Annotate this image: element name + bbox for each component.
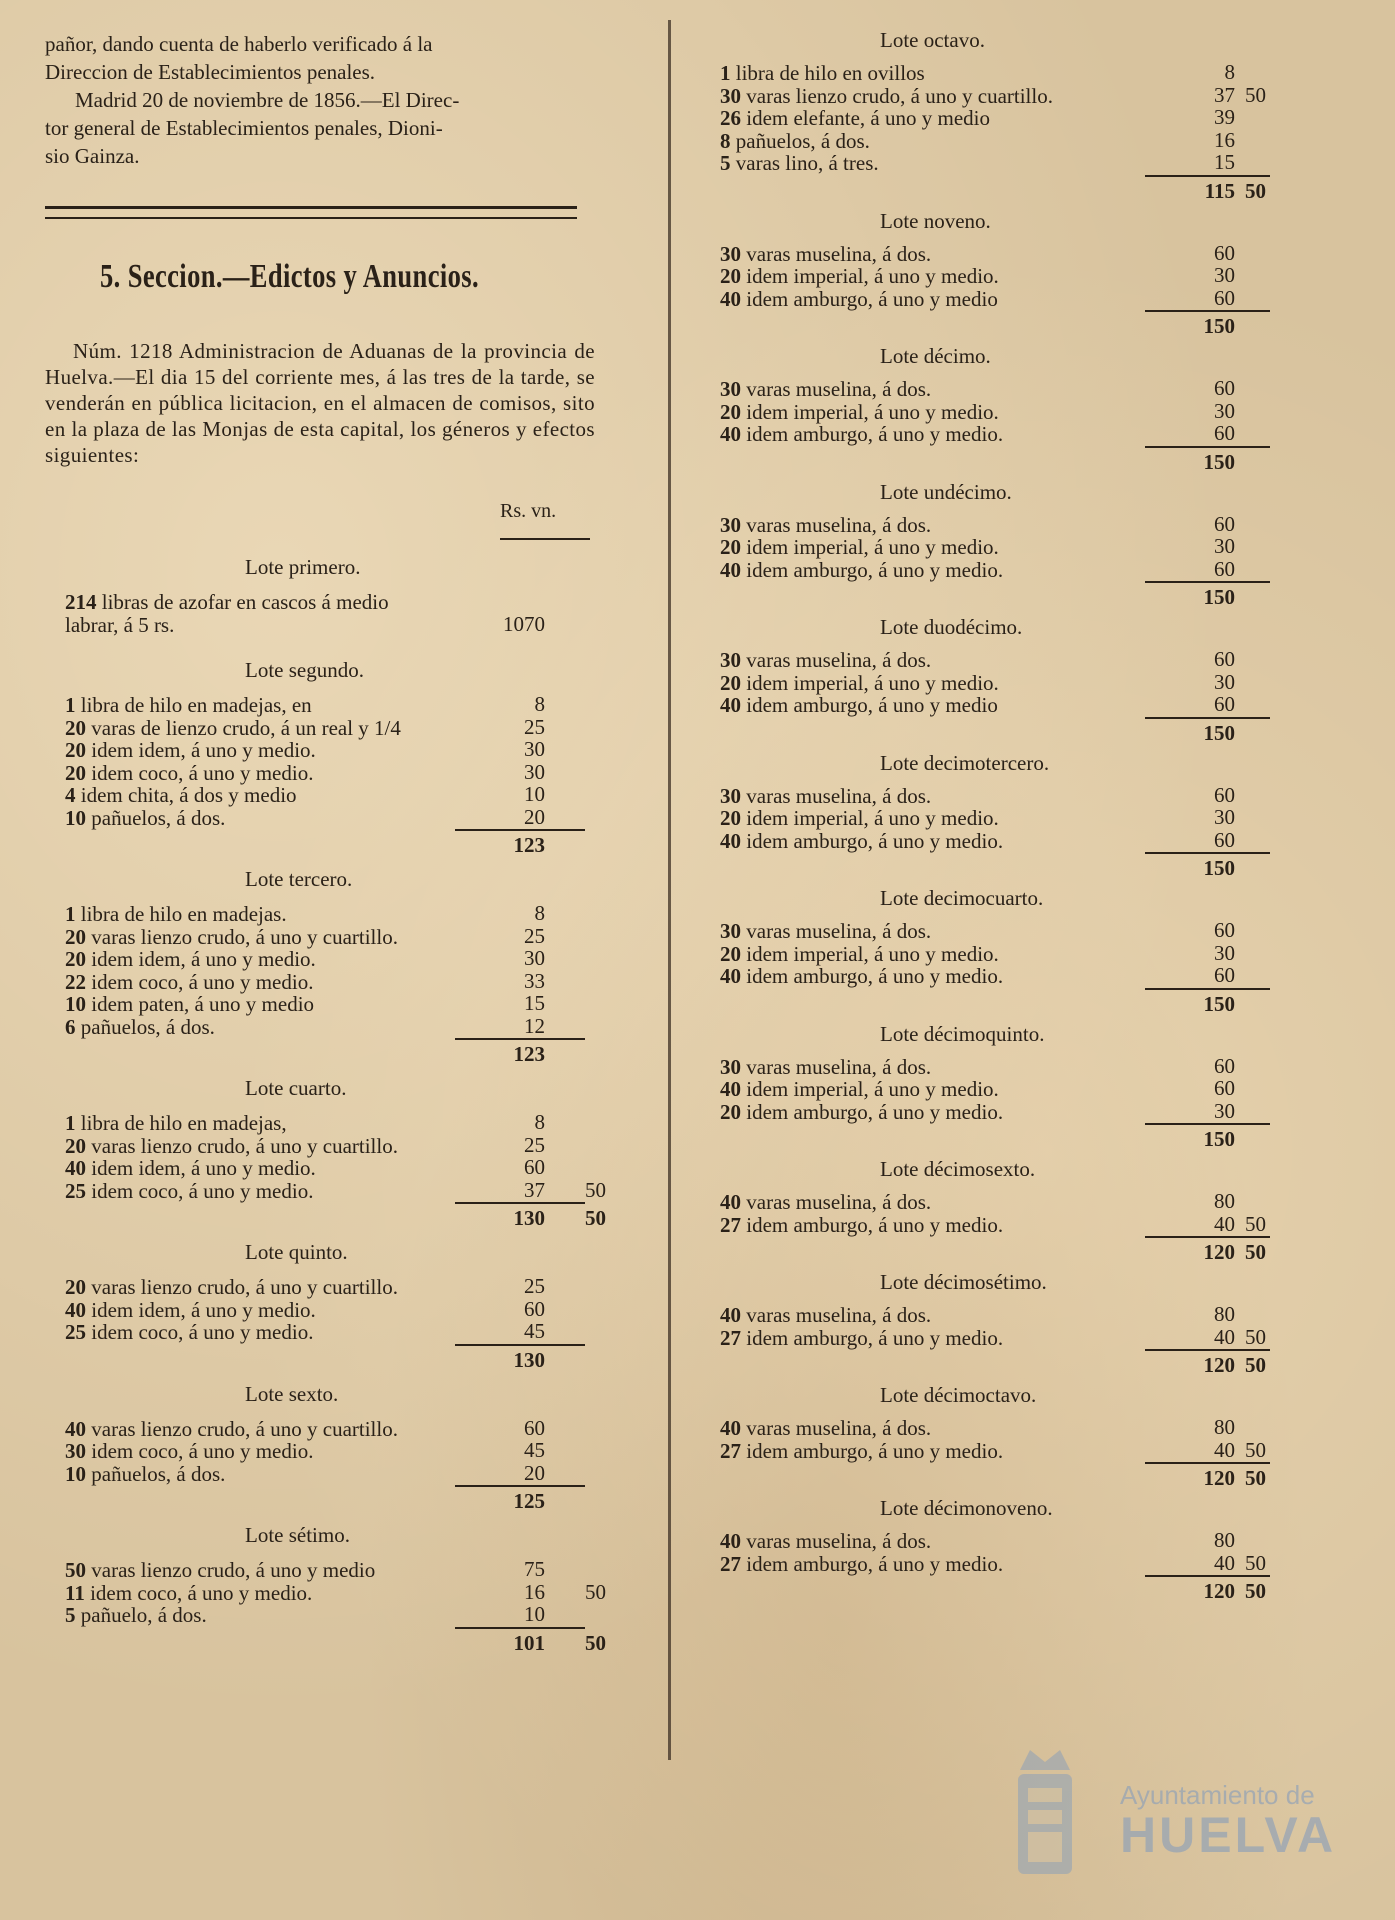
item-quantity: 20 <box>720 399 741 424</box>
item-quantity: 5 <box>720 151 731 175</box>
item-quantity: 1 <box>65 693 76 717</box>
lot-item <box>720 286 998 312</box>
item-amount: 8 <box>534 1110 545 1134</box>
item-quantity: 20 <box>720 1099 741 1124</box>
edict-text: Núm. 1218 Administracion de Aduanas de la provincia de Huelva.—El dia 15 del corriente mes, á las tres de la tarde, se venderán en pública licitacion, en el almacen de comisos, sito en la plaza de las Monjas de esta capital, los géneros y efectos siguientes: <box>45 339 595 467</box>
item-description: varas muselina, á dos. <box>746 1416 932 1440</box>
item-amount: 60 <box>1214 963 1235 987</box>
item-description: libra de hilo en ovillos <box>735 61 925 85</box>
crown-seal-icon <box>1010 1740 1080 1880</box>
lot-title: Lote décimoctavo. <box>880 1383 1037 1407</box>
item-description: idem chita, á dos y medio <box>80 783 297 807</box>
item-quantity: 26 <box>720 106 741 130</box>
item-quantity: 30 <box>720 241 741 266</box>
item-amount: 60 <box>1214 1053 1235 1078</box>
item-description: idem imperial, á uno y medio. <box>746 670 999 695</box>
item-quantity: 20 <box>65 760 86 785</box>
lot-total: 150 <box>1203 314 1235 338</box>
item-quantity: 10 <box>65 805 86 830</box>
item-amount: 40 <box>1214 1324 1235 1349</box>
item-description: idem imperial, á uno y medio. <box>746 941 999 966</box>
item-description: pañuelo, á dos. <box>80 1603 207 1627</box>
item-quantity: 40 <box>65 1156 86 1180</box>
item-quantity: 40 <box>720 1416 741 1440</box>
item-amount: 75 <box>524 1557 545 1581</box>
item-amount: 25 <box>524 1274 545 1298</box>
item-amount: 37 <box>524 1177 545 1202</box>
item-amount: 60 <box>1214 556 1235 581</box>
item-amount: 25 <box>524 714 545 739</box>
item-description: idem coco, á uno y medio. <box>91 1320 314 1344</box>
sum-line <box>1145 852 1270 854</box>
lot-title: Lote segundo. <box>245 658 364 682</box>
item-quantity: 40 <box>65 1297 86 1322</box>
lot-title: Lote décimosexto. <box>880 1157 1036 1181</box>
item-description: varas muselina, á dos. <box>746 1529 932 1553</box>
lot-total: 120 <box>1203 1240 1235 1264</box>
lot-total: 150 <box>1203 856 1235 880</box>
item-quantity: 50 <box>65 1558 86 1582</box>
item-amount: 30 <box>524 946 545 970</box>
lot-total-cents: 50 <box>1245 1240 1266 1264</box>
item-amount: 60 <box>1214 692 1235 716</box>
item-amount: 10 <box>524 1602 545 1626</box>
item-cents: 50 <box>1245 1437 1266 1462</box>
item-description: idem coco, á uno y medio. <box>91 760 314 785</box>
item-quantity: 8 <box>720 128 731 153</box>
item-description: idem coco, á uno y medio. <box>90 1580 313 1605</box>
sum-line <box>1145 1349 1270 1351</box>
lot-total: 123 <box>513 833 545 857</box>
item-description: idem idem, á uno y medio. <box>91 1156 316 1180</box>
sum-line <box>455 1627 585 1629</box>
item-quantity: 27 <box>720 1325 741 1350</box>
lot-item <box>65 1602 207 1628</box>
item-description: varas de lienzo crudo, á un real y 1/4 <box>91 715 401 740</box>
item-description: varas muselina, á dos. <box>746 377 932 401</box>
lot-title: Lote undécimo. <box>880 479 1012 504</box>
header-line-4: tor general de Establecimientos penales, Dioni- <box>45 116 443 140</box>
sum-line <box>455 1485 585 1487</box>
sum-line <box>1145 1575 1270 1577</box>
header-line-5: sio Gainza. <box>45 144 140 168</box>
item-description: varas muselina, á dos. <box>746 1190 932 1214</box>
item-cents: 50 <box>1245 1550 1266 1575</box>
item-description: pañuelos, á dos. <box>91 1461 226 1486</box>
item-amount: 45 <box>524 1319 545 1343</box>
item-quantity: 30 <box>720 377 741 401</box>
section-title: 5. Seccion.—Edictos y Anuncios. <box>100 258 479 295</box>
item-description: libra de hilo en madejas, en <box>80 693 312 717</box>
item-quantity: 20 <box>65 1133 86 1158</box>
lot-title: Lote tercero. <box>245 867 353 891</box>
item-quantity: 20 <box>720 806 741 830</box>
item-quantity: 4 <box>65 783 76 807</box>
item-description: idem amburgo, á uno y medio. <box>746 964 1004 988</box>
item-amount: 60 <box>524 1155 545 1179</box>
item-description: pañuelos, á dos. <box>80 1014 215 1039</box>
sum-line <box>455 1038 585 1040</box>
item-description: idem amburgo, á uno y medio. <box>746 1212 1004 1237</box>
lot-item <box>720 1212 1003 1238</box>
lot-total-cents: 50 <box>1245 1353 1266 1377</box>
item-description: varas muselina, á dos. <box>746 1054 932 1079</box>
sum-line <box>1145 310 1270 312</box>
item-amount: 20 <box>524 1460 545 1485</box>
lot-item <box>65 1014 215 1040</box>
item-amount: 15 <box>1214 150 1235 174</box>
item-amount: 60 <box>1214 827 1235 852</box>
item-amount: 33 <box>524 968 545 993</box>
item-description: idem amburgo, á uno y medio. <box>746 422 1004 446</box>
sum-line <box>1145 446 1270 448</box>
item-description: idem amburgo, á uno y medio <box>746 286 998 311</box>
lot-total: 120 <box>1203 1353 1235 1377</box>
item-quantity: 40 <box>720 557 741 582</box>
item-description: varas muselina, á dos. <box>746 648 932 672</box>
lot-title: Lote décimosétimo. <box>880 1270 1047 1294</box>
item-description: idem coco, á uno y medio. <box>91 969 314 994</box>
item-cents: 50 <box>585 1579 606 1604</box>
item-description: varas lienzo crudo, á uno y medio <box>91 1558 376 1582</box>
item-amount: 80 <box>1214 1528 1235 1552</box>
watermark-line-2: HUELVA <box>1120 1807 1337 1863</box>
lot-title: Lote décimo. <box>880 344 991 368</box>
lot-total: 150 <box>1203 449 1235 474</box>
lot-item <box>720 1438 1003 1464</box>
item-quantity: 5 <box>65 1603 76 1627</box>
item-amount: 45 <box>524 1438 545 1462</box>
item-quantity: 40 <box>720 1077 741 1101</box>
item-amount: 37 <box>1214 82 1235 107</box>
item-amount: 1070 <box>503 611 545 636</box>
item-quantity: 40 <box>720 1529 741 1553</box>
item-description: idem amburgo, á uno y medio. <box>746 828 1004 853</box>
item-quantity: 40 <box>720 693 741 717</box>
item-description: labrar, á 5 rs. <box>65 612 175 637</box>
lot-total: 150 <box>1203 991 1235 1016</box>
item-quantity: 1 <box>65 1111 76 1135</box>
lot-total: 120 <box>1203 1466 1235 1490</box>
archive-watermark <box>1120 1780 1337 1863</box>
section-divider <box>45 206 577 219</box>
item-cents: 50 <box>1245 1324 1266 1349</box>
lot-title: Lote décimonoveno. <box>880 1496 1053 1520</box>
item-description: varas lienzo crudo, á uno y cuartillo. <box>91 1275 398 1299</box>
item-description: libra de hilo en madejas. <box>80 902 287 926</box>
lot-title: Lote sexto. <box>245 1381 339 1406</box>
item-amount: 80 <box>1214 1302 1235 1326</box>
item-description: idem imperial, á uno y medio. <box>746 806 999 830</box>
lot-item <box>65 1319 313 1345</box>
item-description: idem imperial, á uno y medio. <box>746 1077 999 1101</box>
header-line-2: Direccion de Establecimientos penales. <box>45 60 376 84</box>
item-description: idem coco, á uno y medio. <box>91 1439 314 1463</box>
item-quantity: 40 <box>720 964 741 988</box>
sum-line <box>455 1344 585 1346</box>
item-quantity: 22 <box>65 969 86 994</box>
lot-total-cents: 50 <box>1245 178 1266 203</box>
item-amount: 40 <box>1214 1550 1235 1575</box>
item-quantity: 20 <box>720 264 741 288</box>
item-amount: 60 <box>1214 285 1235 310</box>
item-amount: 30 <box>524 737 545 761</box>
item-description: varas muselina, á dos. <box>746 512 932 537</box>
item-amount: 39 <box>1214 105 1235 129</box>
item-description: idem idem, á uno y medio. <box>91 1297 316 1322</box>
lot-item <box>65 612 174 638</box>
lot-total: 123 <box>513 1042 545 1066</box>
item-amount: 16 <box>524 1579 545 1604</box>
item-amount: 30 <box>1214 940 1235 965</box>
sum-line <box>1145 988 1270 990</box>
item-description: idem imperial, á uno y medio. <box>746 399 999 424</box>
item-description: varas lienzo crudo, á uno y cuartillo. <box>91 924 398 949</box>
item-description: idem amburgo, á uno y medio. <box>746 1099 1004 1124</box>
item-amount: 60 <box>1214 240 1235 265</box>
item-description: idem coco, á uno y medio. <box>91 1178 314 1203</box>
lot-total: 150 <box>1203 720 1235 745</box>
lot-total: 150 <box>1203 585 1235 609</box>
lot-total: 130 <box>513 1206 545 1230</box>
lot-title: Lote décimoquinto. <box>880 1021 1045 1046</box>
lot-total-cents: 50 <box>1245 1466 1266 1490</box>
item-quantity: 27 <box>720 1551 741 1576</box>
item-amount: 8 <box>1224 60 1235 84</box>
item-amount: 60 <box>1214 918 1235 942</box>
item-amount: 15 <box>524 991 545 1015</box>
item-cents: 50 <box>1245 1211 1266 1236</box>
item-quantity: 20 <box>720 535 741 559</box>
item-quantity: 30 <box>720 783 741 808</box>
lot-item <box>720 1099 1003 1125</box>
lot-title: Lote decimotercero. <box>880 750 1050 775</box>
item-description: idem amburgo, á uno y medio. <box>746 557 1004 582</box>
lot-total-cents: 50 <box>1245 1579 1266 1603</box>
sum-line <box>1145 175 1270 177</box>
item-quantity: 40 <box>720 422 741 446</box>
item-amount: 60 <box>1214 376 1235 400</box>
lot-item <box>720 1325 1003 1351</box>
header-line-3: Madrid 20 de noviembre de 1856.—El Direc- <box>75 88 460 112</box>
item-amount: 80 <box>1214 1415 1235 1439</box>
item-amount: 12 <box>524 1013 545 1038</box>
lot-item <box>720 692 998 718</box>
item-quantity: 30 <box>720 1054 741 1079</box>
currency-label: Rs. vn. <box>500 500 557 522</box>
item-quantity: 25 <box>65 1178 86 1203</box>
item-amount: 60 <box>1214 647 1235 671</box>
item-description: varas lino, á tres. <box>735 151 879 175</box>
item-quantity: 40 <box>720 1303 741 1327</box>
item-amount: 60 <box>1214 1076 1235 1100</box>
item-description: libra de hilo en madejas, <box>80 1111 287 1135</box>
item-amount: 60 <box>524 1296 545 1321</box>
lot-item <box>720 557 1003 583</box>
header-line-1: pañor, dando cuenta de haberlo verificado á la <box>45 32 433 56</box>
lot-title: Lote decimocuarto. <box>880 886 1044 910</box>
lot-title: Lote octavo. <box>880 28 985 52</box>
item-quantity: 30 <box>65 1439 86 1463</box>
item-amount: 8 <box>534 901 545 925</box>
item-amount: 30 <box>1214 398 1235 423</box>
item-description: idem paten, á uno y medio <box>91 992 315 1016</box>
item-quantity: 40 <box>720 1190 741 1214</box>
item-amount: 60 <box>1214 511 1235 536</box>
item-amount: 16 <box>1214 127 1235 152</box>
item-description: varas lienzo crudo, á uno y cuartillo. <box>91 1416 398 1441</box>
item-description: varas lienzo crudo, á uno y cuartillo. <box>91 1133 398 1158</box>
item-description: idem amburgo, á uno y medio. <box>746 1325 1004 1350</box>
item-amount: 30 <box>1214 1098 1235 1123</box>
item-quantity: 20 <box>720 941 741 966</box>
currency-rule <box>500 538 590 540</box>
lot-total: 101 <box>513 1630 545 1655</box>
sum-line <box>1145 1236 1270 1238</box>
item-quantity: 40 <box>65 1416 86 1441</box>
item-quantity: 27 <box>720 1212 741 1237</box>
item-cents: 50 <box>1245 82 1266 107</box>
item-amount: 60 <box>524 1415 545 1440</box>
lot-title: Lote duodécimo. <box>880 615 1023 639</box>
item-amount: 30 <box>1214 534 1235 558</box>
lot-item <box>65 805 225 831</box>
lot-total: 120 <box>1203 1579 1235 1603</box>
watermark-line-1: Ayuntamiento de <box>1120 1780 1315 1810</box>
sum-line <box>1145 581 1270 583</box>
item-quantity: 20 <box>65 738 86 762</box>
item-quantity: 20 <box>65 924 86 949</box>
lot-title: Lote noveno. <box>880 208 991 233</box>
item-description: libras de azofar en cascos á medio <box>101 590 389 614</box>
sum-line <box>455 1202 585 1204</box>
lot-title: Lote cuarto. <box>245 1076 347 1100</box>
item-amount: 40 <box>1214 1437 1235 1462</box>
item-description: idem amburgo, á uno y medio. <box>746 1551 1004 1576</box>
lot-item <box>65 1461 225 1487</box>
item-description: varas lienzo crudo, á uno y cuartillo. <box>746 83 1053 108</box>
item-description: varas muselina, á dos. <box>746 783 932 808</box>
item-quantity: 30 <box>720 648 741 672</box>
item-description: pañuelos, á dos. <box>735 128 870 153</box>
sum-line <box>1145 717 1270 719</box>
item-quantity: 20 <box>65 1275 86 1299</box>
lot-item <box>720 963 1003 989</box>
item-quantity: 20 <box>65 715 86 740</box>
sum-line <box>1145 1462 1270 1464</box>
item-quantity: 40 <box>720 828 741 853</box>
item-quantity: 11 <box>65 1580 85 1605</box>
item-amount: 25 <box>524 1132 545 1157</box>
lot-total-cents: 50 <box>585 1630 606 1655</box>
item-amount: 20 <box>524 804 545 829</box>
lot-total: 115 <box>1204 178 1235 203</box>
item-amount: 30 <box>1214 263 1235 287</box>
lot-item <box>720 421 1003 447</box>
item-quantity: 1 <box>720 61 731 85</box>
item-cents: 50 <box>585 1177 606 1202</box>
item-description: pañuelos, á dos. <box>91 805 226 830</box>
item-description: varas muselina, á dos. <box>746 919 932 943</box>
item-amount: 25 <box>524 923 545 948</box>
item-amount: 60 <box>1214 782 1235 807</box>
item-description: idem amburgo, á uno y medio. <box>746 1438 1004 1463</box>
item-quantity: 6 <box>65 1014 76 1039</box>
item-quantity: 20 <box>65 947 86 971</box>
sum-line <box>1145 1123 1270 1125</box>
item-description: idem idem, á uno y medio. <box>91 947 316 971</box>
lot-title: Lote primero. <box>245 555 361 579</box>
lot-item <box>720 150 879 176</box>
lot-item <box>720 1551 1003 1577</box>
item-description: idem imperial, á uno y medio. <box>746 264 999 288</box>
item-quantity: 30 <box>720 512 741 537</box>
item-quantity: 10 <box>65 1461 86 1486</box>
item-quantity: 30 <box>720 83 741 108</box>
item-amount: 30 <box>1214 669 1235 694</box>
lot-item <box>65 1178 313 1204</box>
lot-total: 130 <box>513 1347 545 1372</box>
lot-title: Lote quinto. <box>245 1240 348 1264</box>
item-quantity: 214 <box>65 590 97 614</box>
item-amount: 40 <box>1214 1211 1235 1236</box>
item-quantity: 10 <box>65 992 86 1016</box>
lot-title: Lote sétimo. <box>245 1523 350 1547</box>
item-description: varas muselina, á dos. <box>746 1303 932 1327</box>
lot-item <box>720 828 1003 854</box>
item-amount: 60 <box>1214 421 1235 445</box>
item-description: idem amburgo, á uno y medio <box>746 693 998 717</box>
item-description: varas muselina, á dos. <box>746 241 932 266</box>
item-quantity: 30 <box>720 919 741 943</box>
column-rule <box>668 20 671 1760</box>
item-amount: 8 <box>534 692 545 716</box>
item-quantity: 40 <box>720 286 741 311</box>
item-description: idem imperial, á uno y medio. <box>746 535 999 559</box>
item-quantity: 20 <box>720 670 741 695</box>
item-quantity: 27 <box>720 1438 741 1463</box>
item-amount: 30 <box>1214 805 1235 829</box>
lot-total-cents: 50 <box>585 1206 606 1230</box>
lot-total: 125 <box>513 1489 545 1513</box>
item-quantity: 1 <box>65 902 76 926</box>
item-quantity: 25 <box>65 1320 86 1344</box>
item-description: idem elefante, á uno y medio <box>746 106 990 130</box>
lot-total: 150 <box>1203 1127 1235 1151</box>
item-amount: 10 <box>524 782 545 806</box>
item-amount: 30 <box>524 759 545 784</box>
sum-line <box>455 829 585 831</box>
item-description: idem idem, á uno y medio. <box>91 738 316 762</box>
item-amount: 80 <box>1214 1189 1235 1213</box>
